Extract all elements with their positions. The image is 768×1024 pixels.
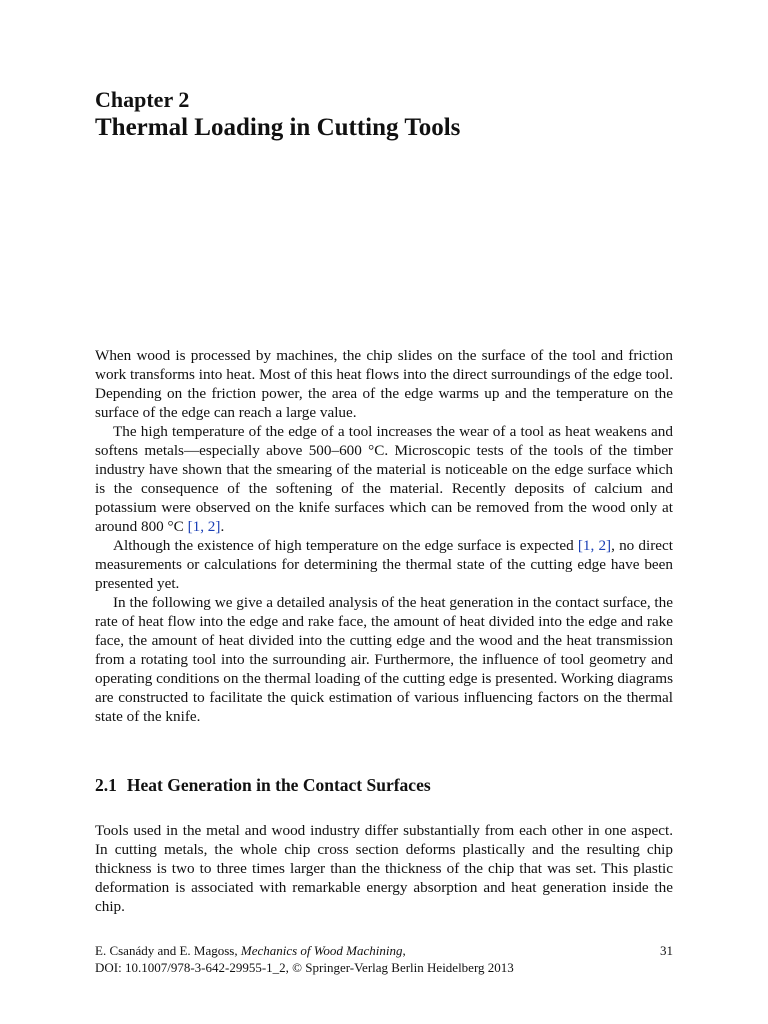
chapter-intro: [95, 346, 673, 726]
paragraph-3: [95, 536, 673, 593]
footer-comma: ,: [402, 943, 406, 958]
paragraph-3-text: Although the existence of high temperature on the edge surface is expected: [113, 537, 578, 554]
footer-citation: [95, 942, 406, 959]
section-title: Heat Generation in the Contact Surfaces: [126, 775, 431, 795]
paragraph-2: [95, 422, 673, 536]
paragraph-2-text: The high temperature of the edge of a tool increases the wear of a tool as heat weakens and softens metals—especially above 500–600 °C. Microscopic tests of the tools of the timber industry have shown that the smearing of the material is noticeable on the edge surface which is the consequence of the softening of the material. Recently deposits of calcium and potassium were observed on the knife surfaces which can be removed from the wood only at around 800 °C: [95, 423, 673, 535]
citation-link[interactable]: [1, 2]: [577, 537, 612, 554]
citation-link[interactable]: [1, 2]: [187, 518, 221, 535]
footer-authors: E. Csanády and E. Magoss,: [95, 943, 241, 958]
section-paragraph: Tools used in the metal and wood industry differ substantially from each other in one aspect. In cutting metals, the whole chip cross section deforms plastically and the resulting chip thickness is two to three times larger than the thickness of the chip that was set. This plastic deformation is associated with remarkable energy absorption and heat generation inside the chip.: [95, 822, 673, 915]
section-heading: [95, 774, 431, 796]
section-body: [95, 821, 673, 916]
page-number: 31: [660, 943, 673, 958]
paragraph-4: [95, 593, 673, 726]
paragraph-4-text: In the following we give a detailed analysis of the heat generation in the contact surface, the rate of heat flow into the edge and rake face, the amount of heat divided into the edge and rake face, the amount of heat divided into the cutting edge and the wood and the heat transmission from a rotating tool into the surrounding air. Furthermore, the influence of tool geometry and operating conditions on the thermal loading of the cutting edge is presented. Working diagrams are constructed to facilitate the quick estimation of various influencing factors on the thermal state of the knife.: [95, 594, 674, 725]
paragraph-2-end: .: [220, 518, 225, 535]
chapter-title: Thermal Loading in Cutting Tools: [95, 114, 461, 141]
paragraph-3-end: , no direct measurements or calculations for determining the thermal state of the cutting edge have been presented yet.: [95, 537, 673, 592]
footer-book-title: Mechanics of Wood Machining: [240, 943, 403, 958]
footer-doi: DOI: 10.1007/978-3-642-29955-1_2, © Springer-Verlag Berlin Heidelberg 2013: [95, 960, 514, 975]
page-footer: [95, 942, 673, 976]
section-number: 2.1: [95, 775, 117, 795]
paragraph-1-text: When wood is processed by machines, the chip slides on the surface of the tool and friction work transforms into heat. Most of this heat flows into the direct surroundings of the edge tool. Depending on the friction power, the area of the edge warms up and the temperature on the surface of the edge can reach a large value.: [95, 347, 673, 421]
footer-citation-line: [95, 942, 673, 959]
paragraph-1: [95, 346, 673, 422]
chapter-label: Chapter 2: [95, 87, 190, 112]
